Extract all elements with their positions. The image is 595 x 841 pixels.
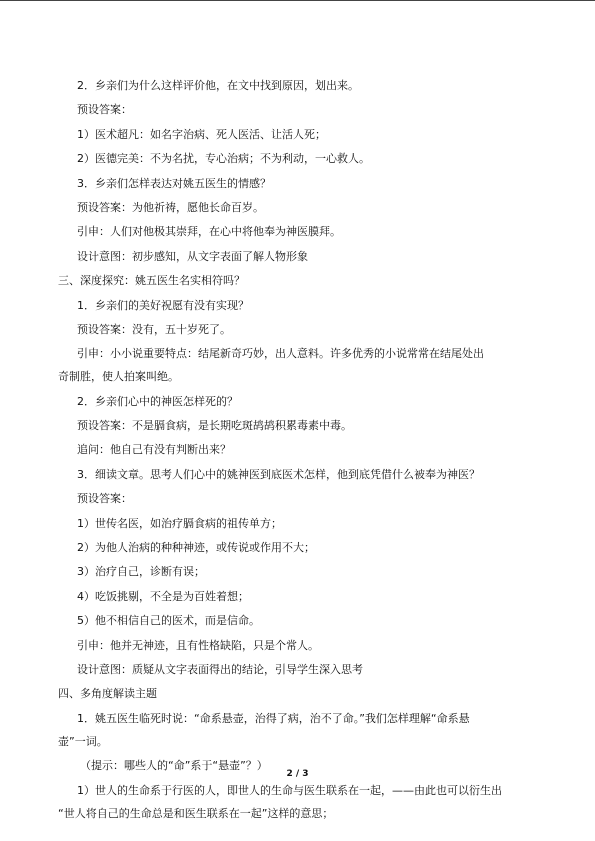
section-heading: 四、多角度解读主题 xyxy=(58,687,157,701)
text-line: 3．细读文章。思考人们心中的姚神医到底医术怎样，他到底凭借什么被奉为神医？ xyxy=(77,467,480,481)
text-line: 引申：小小说重要特点：结尾新奇巧妙，出人意料。许多优秀的小说常常在结尾处出 xyxy=(77,347,484,361)
text-line: 1．乡亲们的美好祝愿有没有实现？ xyxy=(77,298,249,312)
text-line: 预设答案： xyxy=(77,103,132,117)
page-number: 2 / 3 xyxy=(286,769,309,779)
text-line: 预设答案： xyxy=(77,492,132,506)
section-heading: 三、深度探究：姚五医生名实相符吗？ xyxy=(58,274,245,288)
text-line: 2．乡亲们为什么这样评价他，在文中找到原因，划出来。 xyxy=(77,79,359,92)
text-line: 4）吃饭挑剔，不全是为百姓着想； xyxy=(77,589,249,603)
text-line: 预设答案：不是膈食病，是长期吃斑鸪鸪积累毒素中毒。 xyxy=(77,419,352,433)
text-line: 5）他不相信自己的医术，而是信命。 xyxy=(77,614,260,628)
text-line: 设计意图：质疑从文字表面得出的结论，引导学生深入思考 xyxy=(77,662,363,676)
text-line: 2）医德完美：不为名扰，专心治病；不为利动，一心救人。 xyxy=(77,152,370,166)
text-line: 2）为他人治病的种种神迹，或传说或作用不大； xyxy=(77,541,315,555)
text-line: 预设答案：为他祈祷，愿他长命百岁。 xyxy=(77,200,264,214)
text-line: 追问：他自己有没有判断出来？ xyxy=(77,443,231,457)
text-line: 设计意图：初步感知，从文字表面了解人物形象 xyxy=(77,249,308,263)
text-line: 1．姚五医生临死时说：“命系悬壶，治得了病，治不了命。”我们怎样理解“命系悬 xyxy=(77,711,470,725)
text-line: 1）世人的生命系于行医的人，即世人的生命与医生联系在一起，——由此也可以衍生出 xyxy=(77,783,502,797)
text-line: 2．乡亲们心中的神医怎样死的？ xyxy=(77,394,238,408)
text-line: 引申：他并无神迹，且有性格缺陷，只是个常人。 xyxy=(77,638,319,652)
text-line: 引申：人们对他极其崇拜，在心中将他奉为神医膜拜。 xyxy=(77,225,341,239)
text-line: 1）世传名医，如治疗膈食病的祖传单方； xyxy=(77,516,282,530)
text-line: 预设答案：没有，五十岁死了。 xyxy=(77,322,231,336)
text-line: 3）治疗自己，诊断有误； xyxy=(77,565,205,579)
top-rule xyxy=(0,0,595,1)
text-line: 壶”一词。 xyxy=(58,734,108,748)
text-line: 1）医术超凡：如名字治病、死人医活、让活人死； xyxy=(77,127,326,141)
text-line: 3．乡亲们怎样表达对姚五医生的情感？ xyxy=(77,176,271,190)
text-line: “世人将自己的生命总是和医生联系在一起”这样的意思； xyxy=(58,806,334,820)
document-body xyxy=(0,78,595,830)
text-line: 奇制胜，使人拍案叫绝。 xyxy=(58,370,179,384)
text-line: （提示：哪些人的“命”系于“悬壶”？） xyxy=(80,759,268,773)
